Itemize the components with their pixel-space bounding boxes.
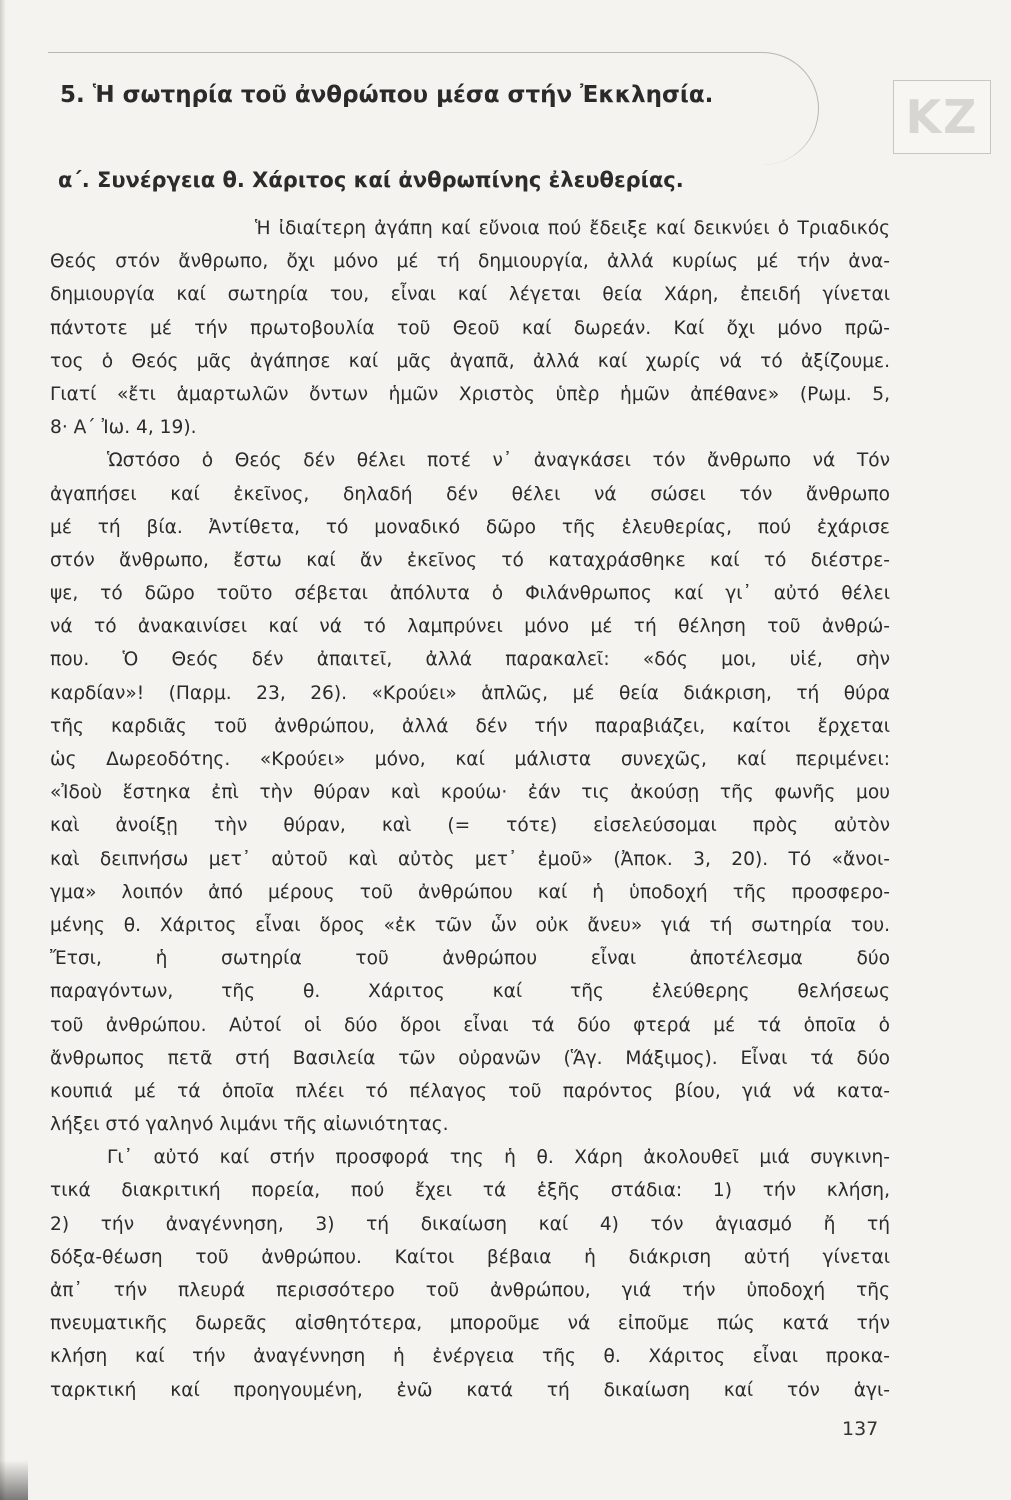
- text-line: 2) τήν ἀναγέννηση, 3) τή δικαίωση καί 4) τόν ἁγιασμό ἤ τή: [50, 1213, 890, 1235]
- text-line: γμα» λοιπόν ἀπό μέρους τοῦ ἀνθρώπου καί ἡ ὑποδοχή τῆς προσφερο-: [50, 881, 890, 903]
- text-line: καὶ ἀνοίξῃ τὴν θύραν, καὶ (= τότε) εἰσελεύσομαι πρὸς αὐτὸν: [50, 815, 890, 837]
- text-line: ἄνθρωπος πετᾶ στή Βασιλεία τῶν οὐρανῶν (Ἅγ. Μάξιμος). Εἶναι τά δύο: [50, 1047, 890, 1069]
- text-line: στόν ἄνθρωπο, ἔστω καί ἄν ἐκεῖνος τό καταχράσθηκε καί τό διέστρε-: [50, 549, 890, 571]
- page-gutter-shadow: [0, 0, 6, 1500]
- page-number: 137: [842, 1418, 879, 1440]
- text-line: ἀγαπήσει καί ἐκεῖνος, δηλαδή δέν θέλει νά σώσει τόν ἄνθρωπο: [50, 483, 890, 505]
- section-heading: α΄. Συνέργεια θ. Χάριτος καί ἀνθρωπίνης ἐλευθερίας.: [58, 168, 684, 192]
- text-line: τικά διακριτική πορεία, πού ἔχει τά ἑξῆς στάδια: 1) τήν κλήση,: [50, 1180, 890, 1202]
- text-line: Γιατί «ἔτι ἁμαρτωλῶν ὄντων ἡμῶν Χριστὸς ὑπὲρ ἡμῶν ἀπέθανε» (Ρωμ. 5,: [50, 383, 890, 405]
- text-line: που. Ὁ Θεός δέν ἀπαιτεῖ, ἀλλά παρακαλεῖ: «δός μοι, υἱέ, σὴν: [50, 649, 890, 671]
- text-line: 8· Α΄ Ἰω. 4, 19).: [50, 417, 197, 439]
- text-line: τος ὁ Θεός μᾶς ἀγάπησε καί μᾶς ἀγαπᾶ, ἀλλά καί χωρίς νά τό ἀξίζουμε.: [50, 350, 890, 372]
- chapter-title-frame: [48, 52, 819, 165]
- body-text: [50, 212, 890, 1407]
- text-line: πνευματικῆς δωρεᾶς αἰσθητότερα, μποροῦμε νά εἰποῦμε πώς κατά τήν: [50, 1313, 890, 1335]
- text-line: κλήση καί τήν ἀναγέννηση ἡ ἐνέργεια τῆς θ. Χάριτος εἶναι προκα-: [50, 1346, 890, 1368]
- text-line: δημιουργία καί σωτηρία του, εἶναι καί λέγεται θεία Χάρη, ἐπειδή γίνεται: [50, 284, 890, 306]
- chapter-title: 5. Ἡ σωτηρία τοῦ ἀνθρώπου μέσα στήν Ἐκκλησία.: [60, 82, 714, 108]
- text-line: τοῦ ἀνθρώπου. Αὐτοί οἱ δύο ὅροι εἶναι τά δύο φτερά μέ τά ὁποῖα ὁ: [50, 1014, 890, 1036]
- text-line: ἀπ᾿ τήν πλευρά περισσότερο τοῦ ἀνθρώπου, γιά τήν ὑποδοχή τῆς: [50, 1280, 890, 1301]
- chapter-badge: ΚΖ: [893, 80, 991, 154]
- text-line: ταρκτική καί προηγουμένη, ἐνῶ κατά τή δικαίωση καί τόν ἁγι-: [50, 1379, 890, 1401]
- text-line: λήξει στό γαληνό λιμάνι τῆς αἰωνιότητας.: [50, 1114, 449, 1136]
- text-line: δόξα-θέωση τοῦ ἀνθρώπου. Καίτοι βέβαια ἡ διάκριση αὐτή γίνεται: [50, 1246, 890, 1268]
- text-line: Ἔτσι, ἡ σωτηρία τοῦ ἀνθρώπου εἶναι ἀποτέλεσμα δύο: [50, 948, 890, 970]
- text-line: ὡς Δωρεοδότης. «Κρούει» μόνο, καί μάλιστα συνεχῶς, καί περιμένει:: [50, 749, 890, 770]
- text-line: καὶ δειπνήσω μετ᾿ αὐτοῦ καὶ αὐτὸς μετ᾿ ἐμοῦ» (Ἀποκ. 3, 20). Τό «ἄνοι-: [50, 848, 890, 870]
- text-line: τῆς καρδιᾶς τοῦ ἀνθρώπου, ἀλλά δέν τήν παραβιάζει, καίτοι ἔρχεται: [50, 715, 890, 737]
- text-line: Γι᾿ αὐτό καί στήν προσφορά της ἡ θ. Χάρη ἀκολουθεῖ μιά συγκινη-: [107, 1147, 890, 1169]
- scan-corner-shadow: [0, 1460, 28, 1500]
- text-line: πάντοτε μέ τήν πρωτοβουλία τοῦ Θεοῦ καί δωρεάν. Καί ὄχι μόνο πρῶ-: [50, 317, 890, 339]
- text-line: Ὡστόσο ὁ Θεός δέν θέλει ποτέ ν᾿ ἀναγκάσει τόν ἄνθρωπο νά Τόν: [107, 450, 890, 472]
- text-line: «Ἰδοὺ ἕστηκα ἐπὶ τὴν θύραν καὶ κρούω· ἐάν τις ἀκούσῃ τῆς φωνῆς μου: [50, 782, 890, 804]
- text-line: παραγόντων, τῆς θ. Χάριτος καί τῆς ἐλεύθερης θελήσεως: [50, 981, 890, 1003]
- text-line: μένης θ. Χάριτος εἶναι ὅρος «ἐκ τῶν ὧν οὐκ ἄνευ» γιά τή σωτηρία του.: [50, 914, 890, 936]
- text-line: νά τό ἀνακαινίσει καί νά τό λαμπρύνει μόνο μέ τή θέληση τοῦ ἀνθρώ-: [50, 616, 890, 638]
- text-line: ψε, τό δῶρο τοῦτο σέβεται ἀπόλυτα ὁ Φιλάνθρωπος καί γι᾿ αὐτό θέλει: [50, 583, 890, 605]
- text-line: κουπιά μέ τά ὁποῖα πλέει τό πέλαγος τοῦ παρόντος βίου, γιά νά κατα-: [50, 1080, 890, 1102]
- text-line: Θεός στόν ἄνθρωπο, ὄχι μόνο μέ τή δημιουργία, ἀλλά κυρίως μέ τήν ἀνα-: [50, 251, 890, 273]
- text-line: μέ τή βία. Ἀντίθετα, τό μοναδικό δῶρο τῆς ἐλευθερίας, πού ἐχάρισε: [50, 516, 890, 538]
- text-line: Ἡ ἰδιαίτερη ἀγάπη καί εὔνοια πού ἔδειξε καί δεικνύει ὁ Τριαδικός: [255, 218, 890, 239]
- text-line: καρδίαν»! (Παρμ. 23, 26). «Κρούει» ἁπλῶς, μέ θεία διάκριση, τή θύρα: [50, 682, 890, 704]
